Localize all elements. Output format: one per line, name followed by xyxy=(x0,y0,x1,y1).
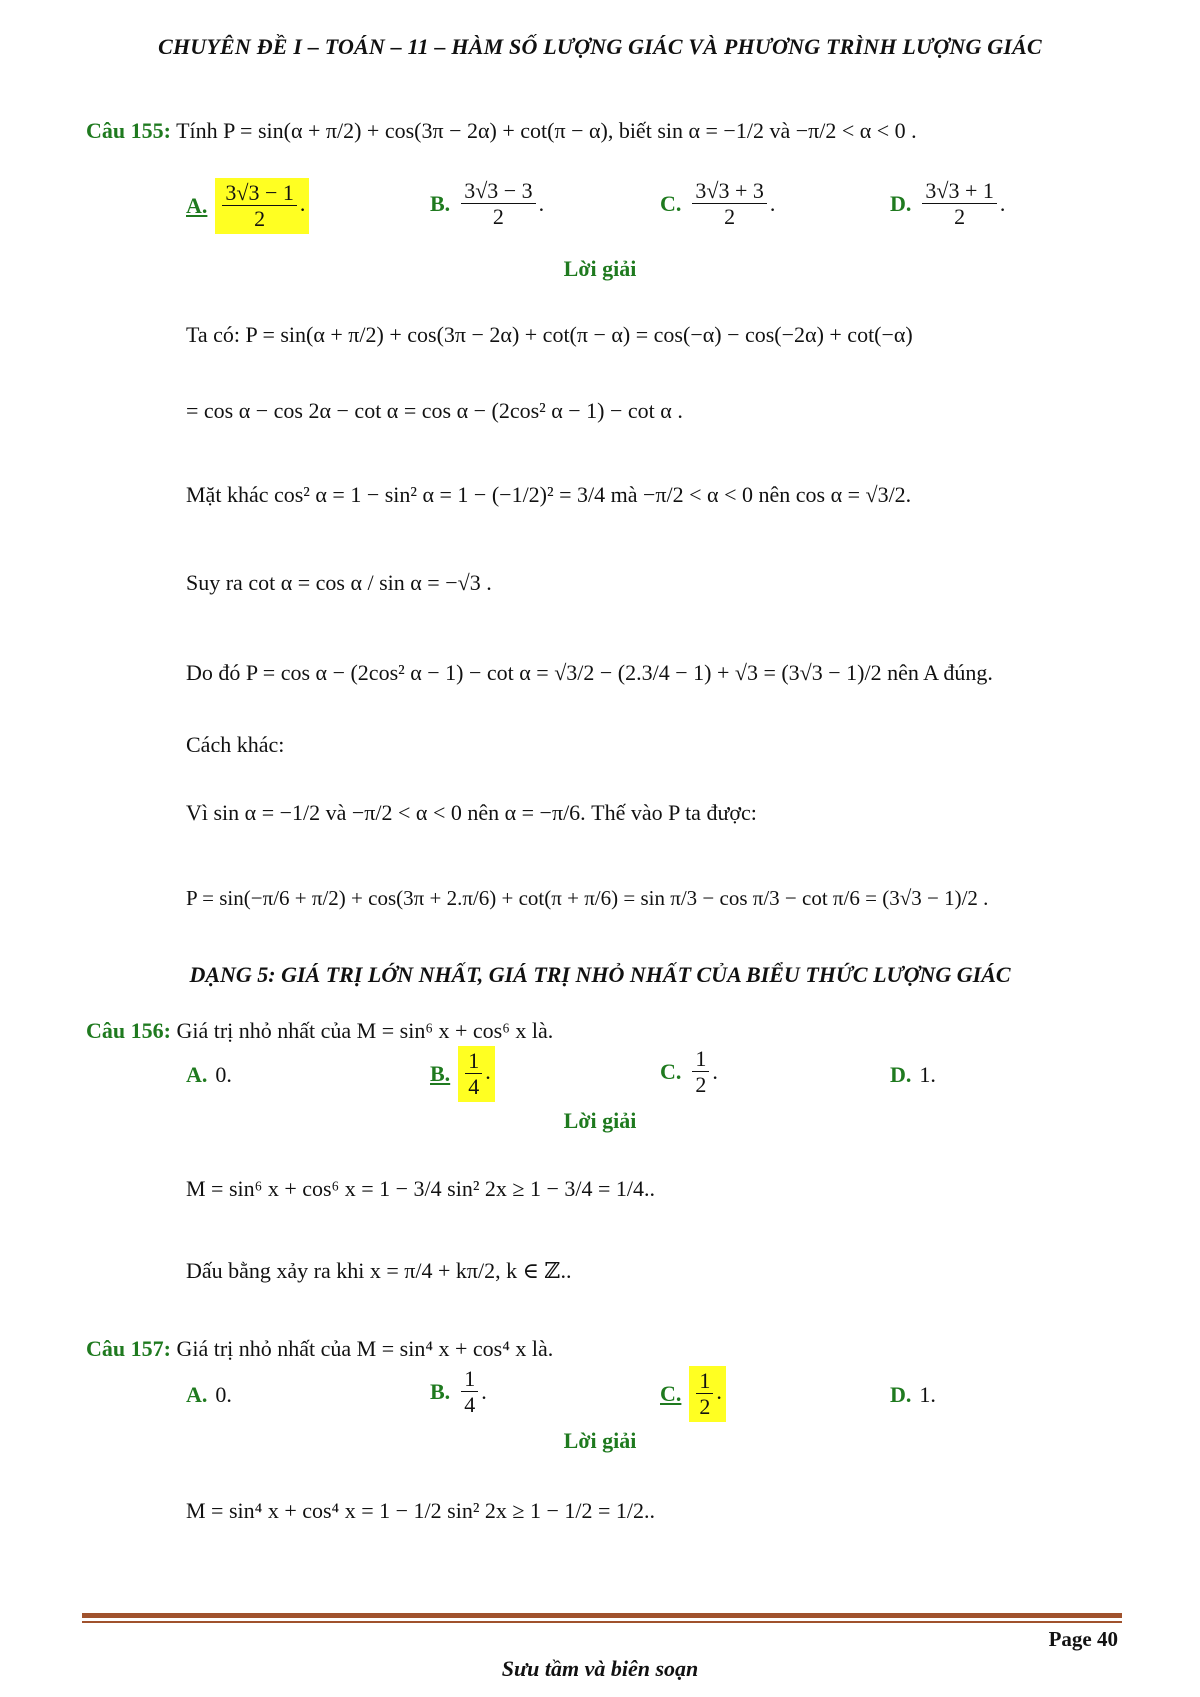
choice-label: C. xyxy=(660,1380,682,1406)
solution-line: Cách khác: xyxy=(186,732,285,757)
choice-label: A. xyxy=(186,1062,208,1087)
solution-line: = cos α − cos 2α − cot α = cos α − (2cos² α − 1) − cot α . xyxy=(186,398,683,423)
numerator: 1 xyxy=(461,1366,478,1392)
choice-label: D. xyxy=(890,1062,912,1087)
denominator: 4 xyxy=(468,1074,480,1100)
fraction xyxy=(465,1048,482,1100)
question-155 xyxy=(86,118,917,144)
numerator: 1 xyxy=(465,1048,482,1074)
numerator: 3√3 − 3 xyxy=(461,178,535,204)
fraction xyxy=(461,178,535,230)
question-156 xyxy=(86,1018,553,1044)
choice-label: D. xyxy=(890,1382,912,1407)
answer-highlight: $\frac{1}{2}$ . xyxy=(689,1366,726,1422)
numerator: 3√3 − 1 xyxy=(222,180,296,206)
question-text: Tính P = sin(α + π/2) + cos(3π − 2α) + cot(π − α), biết sin α = −1/2 và −π/2 < α < 0 . xyxy=(176,118,917,143)
solution-line: M = sin⁴ x + cos⁴ x = 1 − 1/2 sin² 2x ≥ 1 − 1/2 = 1/2.. xyxy=(186,1498,656,1523)
denominator: 2 xyxy=(724,204,736,230)
answer-highlight: $\frac{1}{4}$ . xyxy=(458,1046,495,1102)
footer-rule-thick xyxy=(82,1613,1122,1618)
choice-label: A. xyxy=(186,1382,208,1407)
choice-value: 1. xyxy=(919,1062,936,1087)
choice-d xyxy=(890,1062,936,1088)
solution-line: Dấu bằng xảy ra khi x = π/4 + kπ/2, k ∈ ℤ.. xyxy=(186,1258,572,1283)
denominator: 2 xyxy=(254,206,266,232)
solution-line: Suy ra cot α = cos α / sin α = −√3 . xyxy=(186,570,492,595)
denominator: 2 xyxy=(954,204,966,230)
choice-a xyxy=(186,1062,232,1088)
fraction xyxy=(692,1046,709,1098)
choice-value: 0. xyxy=(215,1062,232,1087)
numerator: 3√3 + 1 xyxy=(922,178,996,204)
answer-highlight: $\frac{3√3 - 1}{2}$ . xyxy=(215,178,309,234)
choice-label: C. xyxy=(660,190,682,216)
page-number: Page 40 xyxy=(1048,1627,1118,1651)
solution-heading: Lời giải xyxy=(563,256,637,281)
footer-credit: Sưu tầm và biên soạn xyxy=(501,1656,699,1681)
denominator: 2 xyxy=(699,1394,711,1420)
question-label: Câu 155: xyxy=(86,118,171,143)
choice-label: A. xyxy=(186,192,208,218)
choice-a xyxy=(186,1382,232,1408)
fraction xyxy=(222,180,296,232)
solution-heading: Lời giải xyxy=(563,1428,637,1453)
question-157 xyxy=(86,1336,553,1362)
footer-rule xyxy=(82,1613,1122,1623)
solution-line: Do đó P = cos α − (2cos² α − 1) − cot α = √3/2 − (2.3/4 − 1) + √3 = (3√3 − 1)/2 nên A đúng. xyxy=(186,660,993,685)
question-text: Giá trị nhỏ nhất của M = sin⁴ x + cos⁴ x là. xyxy=(176,1336,554,1361)
choice-label: B. xyxy=(430,1378,451,1404)
fraction xyxy=(922,178,996,230)
question-text: Giá trị nhỏ nhất của M = sin⁶ x + cos⁶ x là. xyxy=(176,1018,554,1043)
section-title: DẠNG 5: GIÁ TRỊ LỚN NHẤT, GIÁ TRỊ NHỎ NHẤT CỦA BIỂU THỨC LƯỢNG GIÁC xyxy=(189,962,1011,987)
choice-label: B. xyxy=(430,190,451,216)
page-header: CHUYÊN ĐỀ I – TOÁN – 11 – HÀM SỐ LƯỢNG GIÁC VÀ PHƯƠNG TRÌNH LƯỢNG GIÁC xyxy=(158,34,1042,59)
fraction xyxy=(692,178,766,230)
choice-label: D. xyxy=(890,190,912,216)
solution-line: Mặt khác cos² α = 1 − sin² α = 1 − (−1/2)² = 3/4 mà −π/2 < α < 0 nên cos α = √3/2. xyxy=(186,482,912,507)
choice-b: B. $\frac{1}{4}$ . xyxy=(430,1366,487,1418)
question-label: Câu 157: xyxy=(86,1336,171,1361)
solution-line: Vì sin α = −1/2 và −π/2 < α < 0 nên α = −π/6. Thế vào P ta được: xyxy=(186,800,757,825)
choice-c xyxy=(660,1366,726,1422)
choice-b: B. $\frac{3√3 - 3}{2}$ . xyxy=(430,178,545,230)
numerator: 1 xyxy=(692,1046,709,1072)
fraction xyxy=(696,1368,713,1420)
numerator: 1 xyxy=(696,1368,713,1394)
choice-a xyxy=(186,178,309,234)
choice-d: D. $\frac{3√3 + 1}{2}$ . xyxy=(890,178,1006,230)
choice-b xyxy=(430,1046,495,1102)
solution-line: P = sin(−π/6 + π/2) + cos(3π + 2.π/6) + cot(π + π/6) = sin π/3 − cos π/3 − cot π/6 = (3√3 − 1)/2 . xyxy=(186,886,989,910)
numerator: 3√3 + 3 xyxy=(692,178,766,204)
solution-line: Ta có: P = sin(α + π/2) + cos(3π − 2α) + cot(π − α) = cos(−α) − cos(−2α) + cot(−α) xyxy=(186,322,913,347)
denominator: 4 xyxy=(464,1392,476,1418)
solution-heading: Lời giải xyxy=(563,1108,637,1133)
denominator: 2 xyxy=(695,1072,707,1098)
choice-c: C. $\frac{1}{2}$ . xyxy=(660,1046,718,1098)
footer-rule-thin xyxy=(82,1621,1122,1623)
choice-label: B. xyxy=(430,1060,451,1086)
fraction xyxy=(461,1366,478,1418)
question-label: Câu 156: xyxy=(86,1018,171,1043)
denominator: 2 xyxy=(492,204,504,230)
choice-label: C. xyxy=(660,1058,682,1084)
choice-value: 0. xyxy=(215,1382,232,1407)
solution-line: M = sin⁶ x + cos⁶ x = 1 − 3/4 sin² 2x ≥ 1 − 3/4 = 1/4.. xyxy=(186,1176,656,1201)
choice-value: 1. xyxy=(919,1382,936,1407)
choice-d xyxy=(890,1382,936,1408)
choice-c: C. $\frac{3√3 + 3}{2}$ . xyxy=(660,178,776,230)
